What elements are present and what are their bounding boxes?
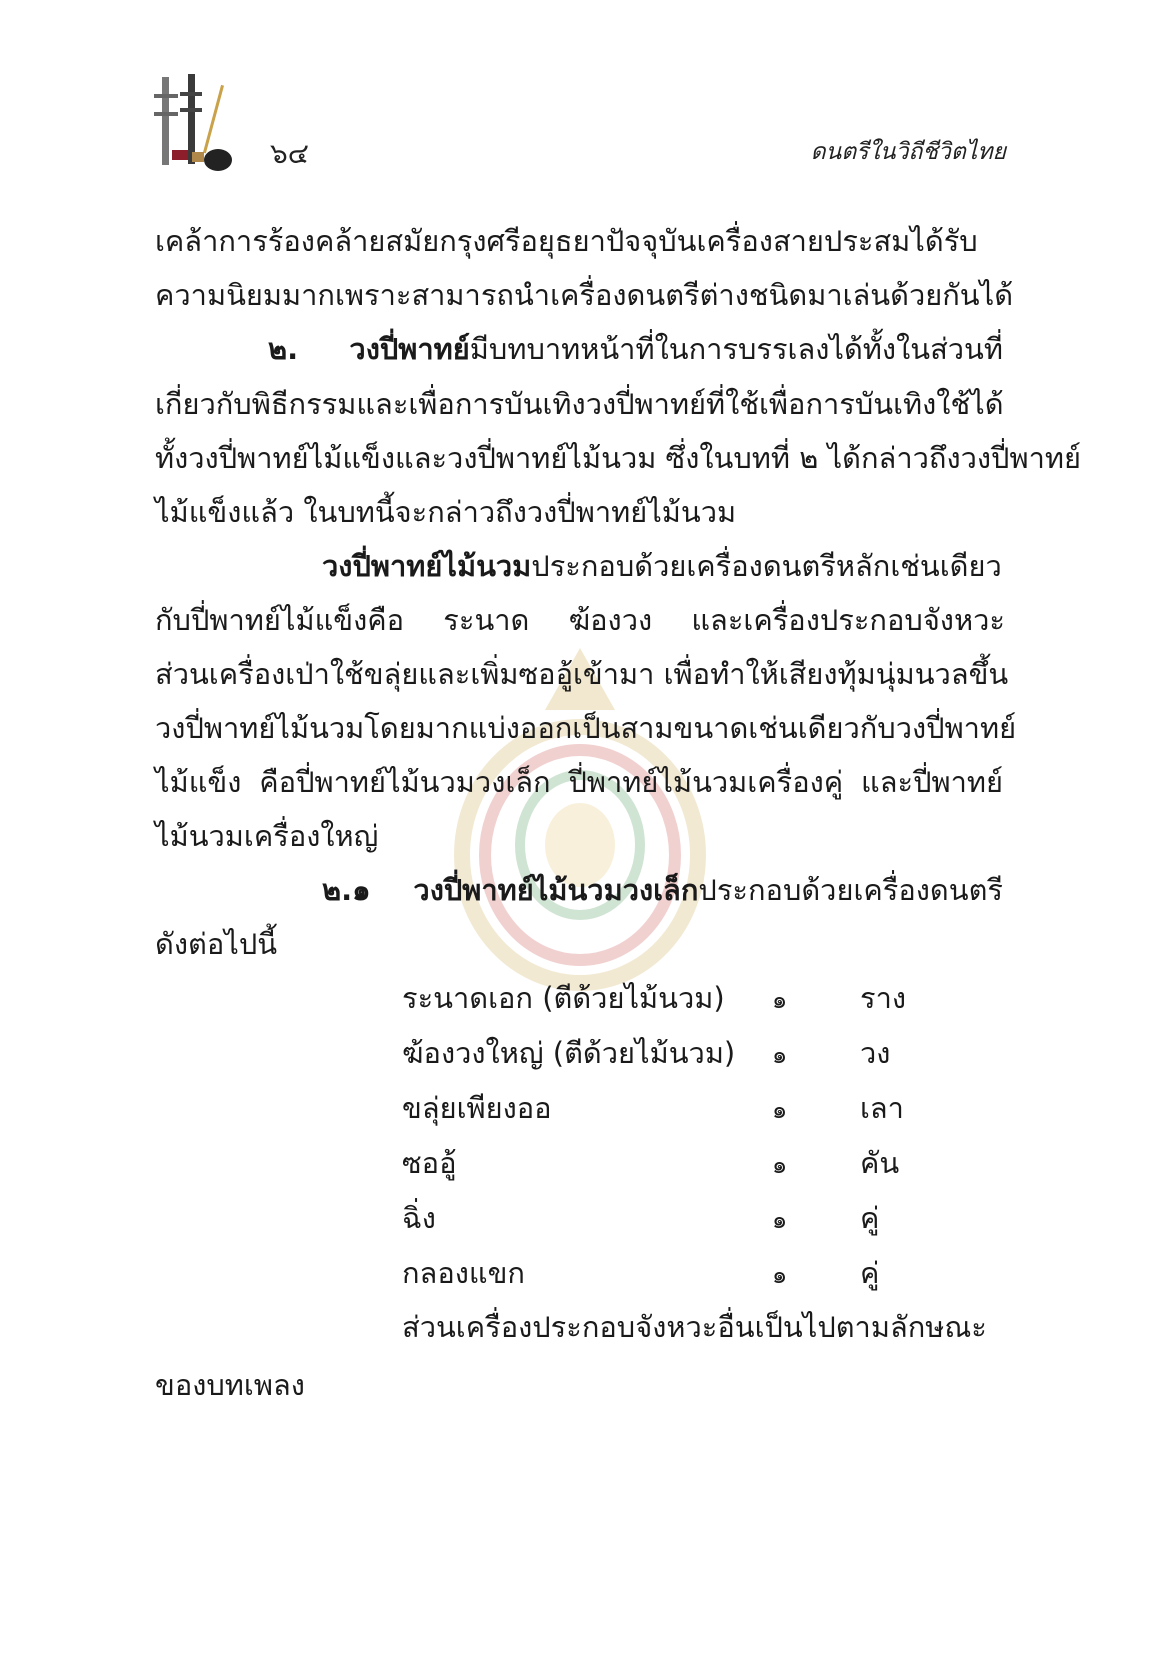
section-2-line: ๒. วงปี่พาทย์มีบทบาทหน้าที่ในการบรรเลงได้ทั้งในส่วนที่	[268, 332, 1003, 366]
instrument-unit: วง	[860, 1036, 891, 1070]
closing-line-2: ของบทเพลง	[155, 1368, 305, 1402]
instrument-unit: คู่	[860, 1256, 880, 1290]
text-line-10: วงปี่พาทย์ไม้นวมโดยมากแบ่งออกเป็นสามขนาดเช่นเดียวกับวงปี่พาทย์	[155, 711, 1017, 745]
instrument-unit: เลา	[860, 1091, 904, 1125]
instrument-unit: ราง	[860, 981, 907, 1015]
instrument-qty: ๑	[772, 1096, 788, 1124]
running-title: ดนตรีในวิถีชีวิตไทย	[810, 139, 1006, 165]
page-number: ๖๔	[270, 137, 309, 170]
instrument-name: ระนาดเอก (ตีด้วยไม้นวม)	[402, 981, 725, 1015]
thai-instruments-icon	[150, 72, 250, 177]
instrument-name: ฉิ่ง	[402, 1201, 436, 1235]
instrument-unit: คัน	[860, 1146, 900, 1180]
instrument-qty: ๑	[772, 986, 788, 1014]
text-line-4: เกี่ยวกับพิธีกรรมและเพื่อการบันเทิงวงปี่พาทย์ที่ใช้เพื่อการบันเทิงใช้ได้	[155, 387, 1004, 421]
text-line-5: ทั้งวงปี่พาทย์ไม้แข็งและวงปี่พาทย์ไม้นวม ซึ่งในบทที่ ๒ ได้กล่าวถึงวงปี่พาทย์	[155, 441, 1081, 475]
instrument-unit: คู่	[860, 1201, 880, 1235]
text-line-9: ส่วนเครื่องเป่าใช้ขลุ่ยและเพิ่มซออู้เข้ามา เพื่อทำให้เสียงทุ้มนุ่มนวลขึ้น	[155, 657, 1009, 691]
subsection-heading: วงปี่พาทย์ไม้นวม	[322, 549, 532, 583]
section-2-1-line: ๒.๑ วงปี่พาทย์ไม้นวมวงเล็กประกอบด้วยเครื่องดนตรี	[322, 873, 1003, 907]
instrument-qty: ๑	[772, 1206, 788, 1234]
text-line-2: ความนิยมมากเพราะสามารถนำเครื่องดนตรีต่างชนิดมาเล่นด้วยกันได้	[155, 278, 1014, 312]
instrument-qty: ๑	[772, 1261, 788, 1289]
closing-line-1: ส่วนเครื่องประกอบจังหวะอื่นเป็นไปตามลักษณะ	[402, 1310, 987, 1344]
section-2-heading: ๒. วงปี่พาทย์	[268, 332, 470, 366]
instrument-name: กลองแขก	[402, 1256, 525, 1290]
section-2-1-heading: ๒.๑ วงปี่พาทย์ไม้นวมวงเล็ก	[322, 873, 699, 907]
instrument-name: ขลุ่ยเพียงออ	[402, 1091, 552, 1125]
text-line-11: ไม้แข็ง คือปี่พาทย์ไม้นวมวงเล็ก ปี่พาทย์ไม้นวมเครื่องคู่ และปี่พาทย์	[155, 765, 1003, 799]
text-line-1: เคล้าการร้องคล้ายสมัยกรุงศรีอยุธยาปัจจุบันเครื่องสายประสมได้รับ	[155, 224, 978, 258]
text-line-14: ดังต่อไปนี้	[155, 927, 278, 961]
text-line-12: ไม้นวมเครื่องใหญ่	[155, 819, 379, 853]
text-line-6: ไม้แข็งแล้ว ในบทนี้จะกล่าวถึงวงปี่พาทย์ไม้นวม	[155, 495, 737, 529]
instrument-name: ซออู้	[402, 1146, 457, 1180]
instrument-qty: ๑	[772, 1041, 788, 1069]
text-line-7: วงปี่พาทย์ไม้นวมประกอบด้วยเครื่องดนตรีหลักเช่นเดียว	[322, 549, 1002, 583]
instrument-qty: ๑	[772, 1151, 788, 1179]
text-line-8: กับปี่พาทย์ไม้แข็งคือ ระนาด ฆ้องวง และเครื่องประกอบจังหวะ	[155, 603, 1005, 637]
instrument-name: ฆ้องวงใหญ่ (ตีด้วยไม้นวม)	[402, 1036, 736, 1070]
